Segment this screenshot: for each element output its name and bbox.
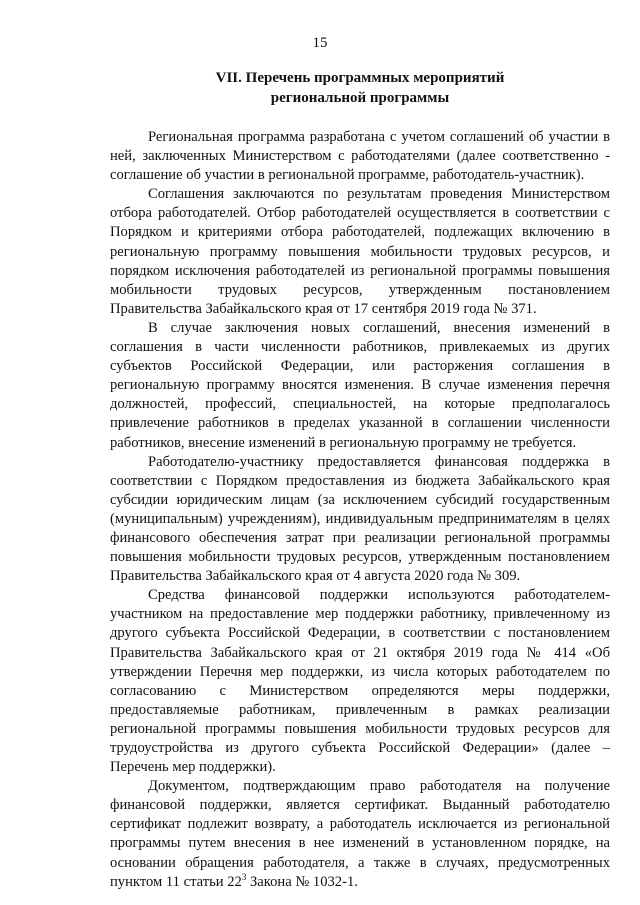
paragraph-3: В случае заключения новых соглашений, внесения изменений в соглашения в части численности работников, привлекаемых из других субъектов Российской Федерации, или расторжения соглашения в региональную программу вносятся изменения. В случае изменения перечня должностей, профессий, специальностей, на которые предполагалось привлечение работников в пределах указанной в соглашении численности работников, внесение изменений в региональную программу не требуется. (110, 319, 610, 451)
paragraph-6 (110, 777, 610, 892)
section-heading-line-2: региональной программы (270, 90, 450, 106)
paragraph-2: Соглашения заключаются по результатам проведения Министерством отбора работодателей. Отбор работодателей осуществляется в соответствии с Порядком и критериями отбора работодателей, подлежащих включению в региональную программу повышения мобильности трудовых ресурсов, и порядком исключения работодателей из региональной программы повышения мобильности трудовых ресурсов, утвержденным постановлением Правительства Забайкальского края от 17 сентября 2019 года № 371. (110, 186, 610, 317)
paragraph-6-ending: Закона № 1032-1. (246, 873, 358, 890)
body-text (110, 128, 610, 892)
paragraph-6-text: Документом, подтверждающим право работодателя на получение финансовой поддержки, является сертификат. Выданный работодателю сертификат подлежит возврату, а работодатель исключается из региональной программы путем внесения в нее изменений в установленном порядке, на основании обращения работодателя, а также в случаях, предусмотренных пунктом 11 статьи 22 (110, 778, 610, 890)
paragraph-4: Работодателю-участнику предоставляется финансовая поддержка в соответствии с Порядком предоставления из бюджета Забайкальского края субсидии юридическим лицам (за исключением субсидий государственным (муниципальным) учреждениям), индивидуальным предпринимателям в целях финансового обеспечения затрат при реализации региональной программы повышения мобильности трудовых ресурсов, утвержденным постановлением Правительства Забайкальского края от 4 августа 2020 года № 309. (110, 453, 610, 585)
paragraph-1: Региональная программа разработана с учетом соглашений об участии в ней, заключенных Министерством с работодателями (далее соответственно - соглашение об участии в региональной программе, работодатель-участник). (110, 129, 610, 184)
section-heading-line-1: VII. Перечень программных мероприятий (215, 70, 505, 86)
article-superscript: 3 (241, 871, 247, 882)
page-number: 15 (312, 35, 328, 51)
paragraph-5: Средства финансовой поддержки используются работодателем-участником на предоставление мер поддержки работнику, привлеченному из другого субъекта Российской Федерации, в соответствии с постановлением Правительства Забайкальского края от 21 октября 2019 года № 414 «Об утверждении Перечня мер поддержки, из числа которых работодателем по согласованию с Министерством определяются меры поддержки, предоставляемые работникам, привлеченным в рамках реализации региональной программы повышения мобильности трудовых ресурсов для трудоустройства из другого субъекта Российской Федерации» (далее – Перечень мер поддержки). (110, 587, 610, 776)
section-heading (90, 68, 630, 108)
